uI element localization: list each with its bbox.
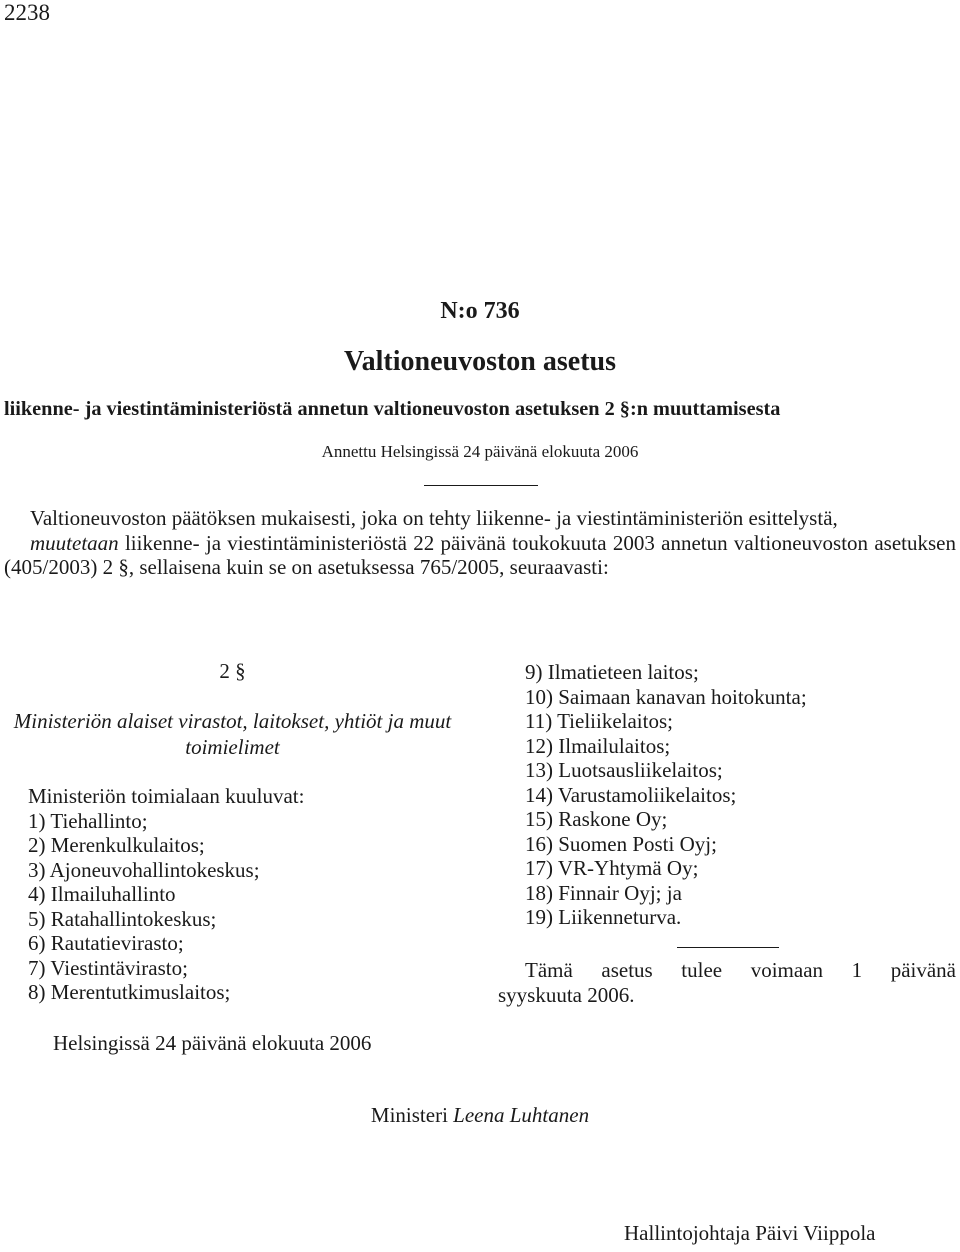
entry-into-force-date: syyskuuta 2006. [498, 983, 635, 1007]
list-item: 6) Rautatievirasto; [28, 931, 184, 955]
section-heading: Ministeriön alaiset virastot, laitokset, yhtiöt ja muut toimielimet [13, 709, 452, 759]
list-item: 14) Varustamoliikelaitos; [525, 782, 737, 807]
preamble [4, 506, 956, 580]
place-and-date: Helsingissä 24 päivänä elokuuta 2006 [53, 1031, 372, 1055]
enacting-verb: muutetaan [30, 530, 119, 555]
list-item: 11) Tieliikelaitos; [525, 709, 673, 733]
list-item: 5) Ratahallintokeskus; [28, 906, 217, 931]
list-item: 9) Ilmatieteen laitos; [525, 660, 699, 684]
official-signature: Hallintojohtaja Päivi Viippola [624, 1221, 876, 1245]
list-item: 8) Merentutkimuslaitos; [28, 980, 231, 1004]
list-item: 13) Luotsausliikelaitos; [525, 758, 723, 782]
minister-name: Leena Luhtanen [453, 1103, 590, 1127]
list-item: 15) Raskone Oy; [525, 807, 668, 831]
section-list-left [28, 784, 304, 1005]
list-item: 10) Saimaan kanavan hoitokunta; [525, 684, 807, 709]
entry-into-force-line: Tämä asetus tulee voimaan 1 päivänä [525, 958, 956, 982]
list-item: 3) Ajoneuvohallintokeskus; [28, 857, 260, 882]
minister-signature [0, 1103, 960, 1128]
document-type: Valtioneuvoston asetus [343, 346, 616, 377]
section-lead: Ministeriön toimialaan kuuluvat: [28, 784, 305, 808]
preamble-first-paragraph: Valtioneuvoston päätöksen mukaisesti, joka on tehty liikenne- ja viestintäministeriön esittelystä, [30, 506, 838, 530]
list-item: 18) Finnair Oyj; ja [525, 880, 682, 905]
section-number: 2 § [219, 659, 246, 683]
section-list-right [525, 660, 807, 930]
minister-title: Ministeri [370, 1103, 448, 1127]
list-item: 16) Suomen Posti Oyj; [525, 831, 717, 856]
list-item: 12) Ilmailulaitos; [525, 733, 671, 758]
list-item: 4) Ilmailuhallinto [28, 882, 176, 906]
list-item: 7) Viestintävirasto; [28, 955, 188, 980]
list-item: 19) Liikenneturva. [525, 905, 682, 929]
list-item: 2) Merenkulkulaitos; [28, 833, 205, 857]
divider-rule [424, 485, 538, 486]
document-title: liikenne- ja viestintäministeriöstä annetun valtioneuvoston asetuksen 2 §:n muuttamisesta [4, 398, 781, 420]
list-item: 1) Tiehallinto; [28, 808, 148, 833]
preamble-body: liikenne- ja viestintäministeriöstä 22 päivänä toukokuuta 2003 annetun valtioneuvoston asetuksen (405/2003) 2 §, sellaisena kuin se on asetuksessa 765/2005, seuraavasti: [4, 530, 956, 579]
statute-number: N:o 736 [440, 298, 520, 324]
entry-into-force [498, 958, 956, 1008]
issued-line: Annettu Helsingissä 24 päivänä elokuuta 2006 [321, 442, 639, 461]
preamble-second-paragraph [4, 531, 956, 580]
page-number: 2238 [4, 0, 50, 25]
list-item: 17) VR-Yhtymä Oy; [525, 856, 699, 880]
divider-rule [677, 947, 779, 948]
